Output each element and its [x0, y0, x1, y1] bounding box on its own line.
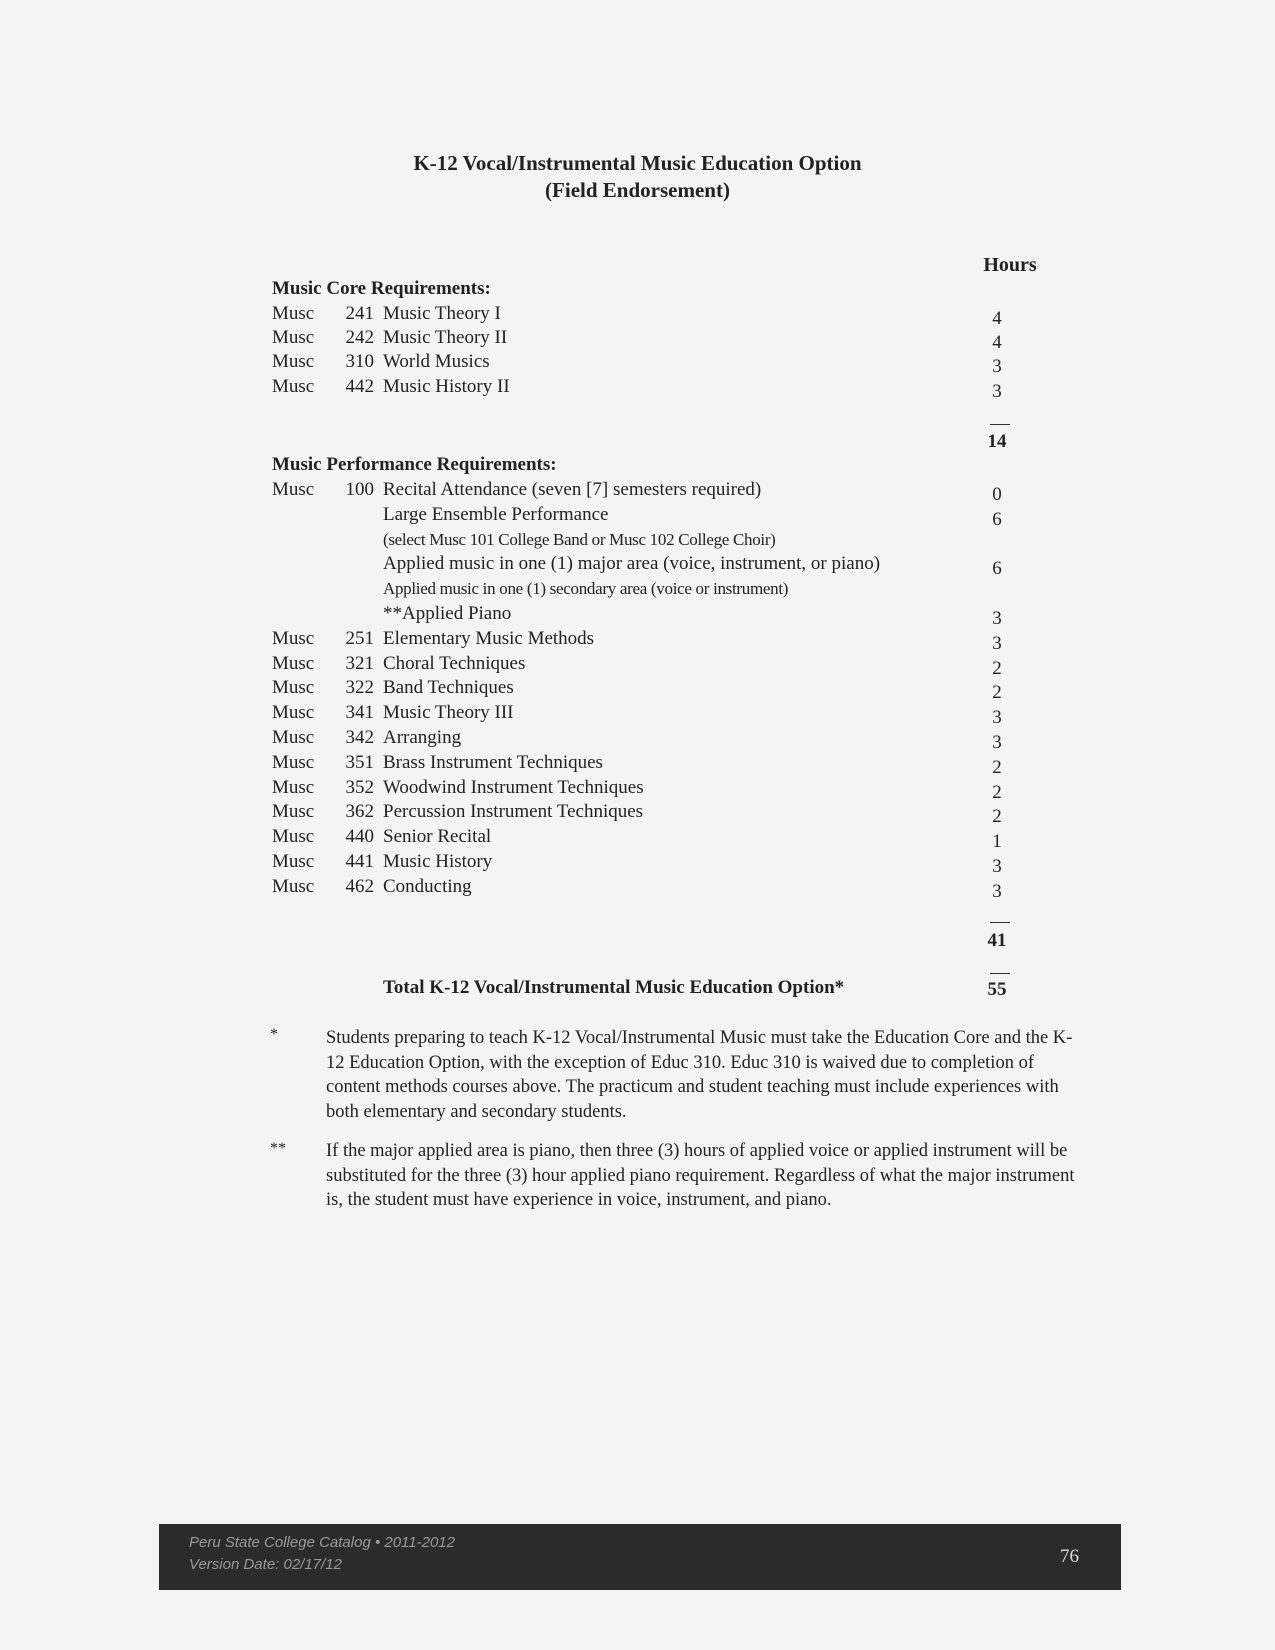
course-dept: Musc [272, 826, 315, 848]
course-dept: Musc [272, 851, 315, 872]
course-title: Music Theory I [383, 303, 501, 324]
course-number: 251 [345, 627, 374, 649]
performance-subtotal: 41 [987, 930, 1007, 951]
title-line-1: K-12 Vocal/Instrumental Music Education Option [413, 151, 862, 175]
course-row [272, 825, 1052, 849]
performance-subtotal-rule [990, 922, 1010, 923]
course-number: 351 [345, 751, 374, 773]
course-title: Arranging [383, 727, 462, 748]
course-title: (select Musc 101 College Band or Musc 102 College Choir) [383, 529, 776, 549]
course-title: Music Theory II [383, 327, 508, 349]
course-dept: Musc [272, 652, 315, 674]
course-title: Large Ensemble Performance [383, 503, 609, 525]
course-dept: Musc [272, 677, 315, 699]
course-dept: Musc [272, 875, 315, 897]
course-hours: 2 [992, 806, 1002, 828]
course-hours: 2 [992, 657, 1002, 679]
course-title: Elementary Music Methods [383, 627, 595, 649]
course-row [272, 503, 1052, 527]
note-2-mark: ** [270, 1140, 286, 1157]
course-title: Applied music in one (1) major area (voice, instrument, or piano) [383, 553, 881, 575]
course-row [272, 577, 1052, 601]
course-title: Conducting [383, 875, 472, 897]
course-hours: 2 [992, 756, 1002, 778]
core-requirements-heading: Music Core Requirements: [272, 278, 491, 299]
course-number: 100 [345, 479, 374, 500]
course-hours: 3 [992, 608, 1002, 629]
core-subtotal: 14 [987, 431, 1007, 452]
course-hours: 3 [992, 707, 1002, 729]
course-row [272, 350, 1052, 374]
course-number: 362 [345, 801, 374, 823]
course-row [272, 726, 1052, 750]
course-number: 242 [345, 327, 374, 349]
course-row [272, 478, 1052, 502]
course-title: World Musics [383, 351, 490, 373]
course-hours: 2 [992, 682, 1002, 704]
course-row [272, 528, 1052, 552]
course-title: Choral Techniques [383, 652, 526, 674]
course-number: 462 [345, 875, 374, 897]
course-row [272, 552, 1052, 576]
course-title: Applied music in one (1) secondary area (voice or instrument) [383, 579, 789, 599]
course-row [272, 627, 1052, 651]
course-row [272, 850, 1052, 874]
total-hours: 55 [987, 979, 1007, 1000]
course-row [272, 326, 1052, 350]
total-label: Total K-12 Vocal/Instrumental Music Education Option* [383, 977, 845, 998]
course-title: Music Theory III [383, 702, 514, 724]
footer-catalog-title: Peru State College Catalog • 2011-2012 [189, 1534, 455, 1551]
course-number: 342 [345, 727, 374, 748]
course-number: 440 [345, 826, 374, 848]
course-row [272, 776, 1052, 800]
course-hours: 0 [992, 484, 1002, 505]
course-number: 241 [345, 303, 374, 324]
course-dept: Musc [272, 351, 315, 373]
course-row [272, 800, 1052, 824]
course-hours: 6 [992, 558, 1002, 580]
course-dept: Musc [272, 303, 315, 324]
course-title: Band Techniques [383, 677, 514, 699]
course-number: 341 [345, 702, 374, 724]
course-dept: Musc [272, 627, 315, 649]
course-title: Music History II [383, 375, 510, 397]
course-row [272, 652, 1052, 676]
course-row [272, 875, 1052, 899]
course-title: Brass Instrument Techniques [383, 751, 603, 773]
page-footer [159, 1524, 1121, 1590]
course-title: Recital Attendance (seven [7] semesters required) [383, 479, 762, 500]
course-hours: 4 [992, 332, 1002, 354]
course-hours: 3 [992, 356, 1002, 378]
course-hours: 1 [992, 831, 1002, 853]
course-number: 310 [345, 351, 374, 373]
course-dept: Musc [272, 801, 315, 823]
course-number: 352 [345, 776, 374, 798]
course-hours: 6 [992, 508, 1002, 530]
course-title: Woodwind Instrument Techniques [383, 776, 644, 798]
course-row [272, 701, 1052, 725]
course-dept: Musc [272, 776, 315, 798]
course-title: Senior Recital [383, 826, 492, 848]
course-hours: 3 [992, 856, 1002, 877]
course-dept: Musc [272, 751, 315, 773]
course-row [272, 602, 1052, 626]
course-hours: 3 [992, 632, 1002, 654]
course-dept: Musc [272, 702, 315, 724]
page-title [0, 150, 1275, 204]
note-2-text: If the major applied area is piano, then three (3) hours of applied voice or applied instrument will be substituted for the three (3) hour applied piano requirement. Regardless of what the major instrument is, the student must have experience in voice, instrument, and piano. [326, 1141, 1075, 1210]
course-row [272, 302, 1052, 326]
hours-column-header: Hours [983, 254, 1037, 276]
course-row [272, 375, 1052, 399]
course-title: Percussion Instrument Techniques [383, 801, 644, 823]
course-title: **Applied Piano [383, 603, 512, 624]
performance-requirements-heading: Music Performance Requirements: [272, 454, 557, 475]
course-dept: Musc [272, 479, 315, 500]
course-hours: 3 [992, 732, 1002, 753]
page-number: 76 [1060, 1546, 1079, 1567]
course-hours: 4 [992, 308, 1002, 329]
note-1-mark: * [270, 1026, 278, 1043]
course-title: Music History [383, 851, 493, 872]
core-subtotal-rule [990, 424, 1010, 425]
course-number: 321 [345, 652, 374, 674]
course-dept: Musc [272, 727, 315, 748]
course-number: 442 [345, 375, 374, 397]
course-row [272, 676, 1052, 700]
note-1-text: Students preparing to teach K-12 Vocal/Instrumental Music must take the Education Core and the K-12 Education Option, with the exception of Educ 310. Educ 310 is waived due to completion of content methods courses above. The practicum and student teaching must include experiences with both elementary and secondary students. [326, 1028, 1073, 1122]
course-hours: 3 [992, 380, 1002, 402]
course-dept: Musc [272, 375, 315, 397]
course-dept: Musc [272, 327, 315, 349]
total-rule [990, 973, 1010, 974]
course-hours: 2 [992, 781, 1002, 803]
course-row [272, 751, 1052, 775]
course-hours: 3 [992, 880, 1002, 902]
title-line-2: (Field Endorsement) [545, 178, 730, 202]
course-number: 322 [345, 677, 374, 699]
footer-version-date: Version Date: 02/17/12 [189, 1556, 342, 1573]
course-number: 441 [345, 851, 374, 872]
